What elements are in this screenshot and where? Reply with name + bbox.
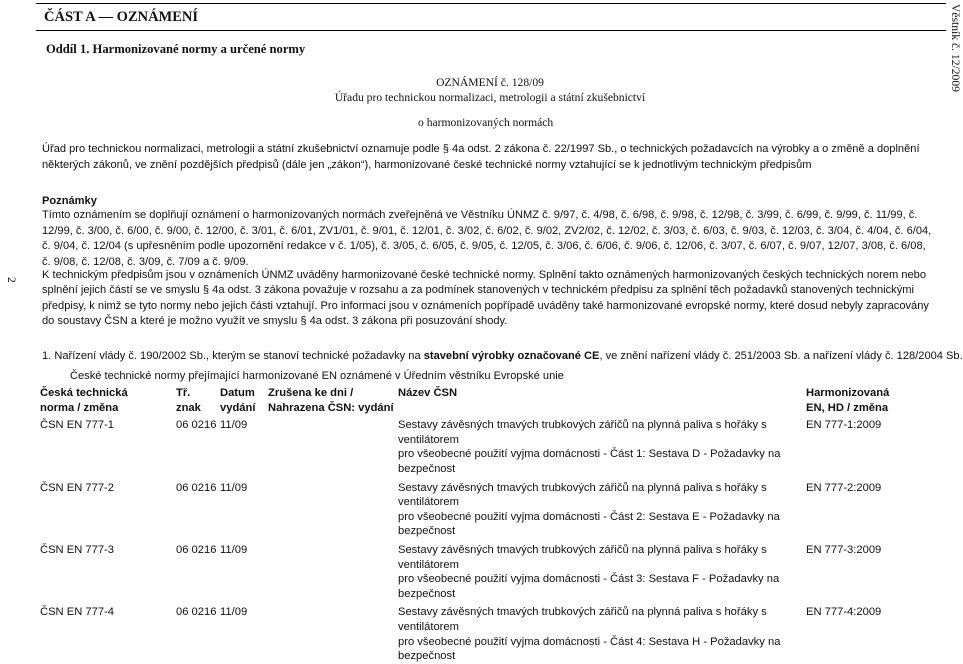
section-heading: ČÁST A — OZNÁMENÍ: [44, 9, 199, 25]
header-date: Datum vydání: [220, 387, 256, 414]
cell-class: 06 0216: [176, 419, 217, 432]
cell-cancelled: [268, 481, 398, 539]
cell-cancelled: [268, 605, 398, 663]
cell-en: EN 777-4:2009: [806, 606, 882, 619]
regulation-item-bold: stavební výrobky označované CE: [423, 350, 600, 362]
regulation-item-pre: 1. Nařízení vlády č. 190/2002 Sb., kterým se stanoví technické požadavky na: [42, 350, 424, 362]
section-rule: [36, 30, 946, 31]
cell-name: Sestavy závěsných tmavých trubkových zářičů na plynná paliva s hořáky s ventilátorem pro všeobecné použití vyjma domácnosti - Část 2: Sestava E - Požadavky na bezpečnost: [398, 481, 780, 538]
cell-norm: ČSN EN 777-2: [40, 481, 114, 494]
standards-table: [40, 386, 936, 664]
regulation-item-post: , ve znění nařízení vlády č. 251/2003 Sb. a nařízení vlády č. 128/2004 Sb.: [599, 350, 963, 362]
cell-date: 11/09: [220, 419, 248, 432]
notes-heading: Poznámky: [42, 195, 97, 207]
cell-en: EN 777-3:2009: [806, 543, 882, 556]
cell-en: EN 777-2:2009: [806, 481, 882, 494]
cell-cancelled: [268, 543, 398, 601]
table-row: [40, 418, 936, 476]
header-name: Název ČSN: [398, 387, 458, 399]
table-row: [40, 481, 936, 539]
notice-title: OZNÁMENÍ č. 128/09: [436, 76, 544, 89]
table-caption: České technické normy přejímající harmonizované EN oznámené v Úředním věstníku Evropské unie: [70, 370, 564, 382]
header-norm: Česká technická norma / změna: [40, 387, 128, 414]
top-rule: [36, 3, 946, 4]
cell-en: EN 777-1:2009: [806, 419, 882, 432]
notice-issuer: Úřadu pro technickou normalizaci, metrologii a státní zkušebnictví: [334, 91, 646, 104]
vestnik-side-label: Věstník č. 12/2009: [949, 4, 962, 92]
cell-class: 06 0216: [176, 543, 217, 556]
table-header-row: [40, 386, 936, 418]
cell-date: 11/09: [220, 543, 248, 556]
cell-date: 11/09: [220, 606, 248, 619]
intro-paragraph: Úřad pro technickou normalizaci, metrologii a státní zkušebnictví oznamuje podle § 4a odst. 2 zákona č. 22/1997 Sb., o technických požadavcích na výrobky a o změně a doplnění některých zákonů, ve znění pozdějších předpisů (dále jen „zákon“), harmonizované české technické normy vztahující se k jednotlivým technickým předpisům: [42, 143, 920, 171]
cell-class: 06 0216: [176, 606, 217, 619]
notes-paragraph-1: Tímto oznámením se doplňují oznámení o harmonizovaných normách zveřejněná ve Věstníku ÚNMZ č. 9/97, č. 4/98, č. 6/98, č. 9/98, č. 12/98, č. 3/99, č. 6/99, č. 9/99, č. 11/99, č. 12/99, č. 3/00, č. 6/00, č. 9/00, č. 12/00, č. 3/01, č. 6/01, ZV1/01, č. 9/01, č. 12/01, č. 3/02, č. 6/02, č. 9/02, ZV2/02, č. 12/02, č. 3/03, č. 6/03, č. 9/03, č. 12/03, č. 3/04, č. 4/04, č. 6/04, č. 9/04, č. 12/04 (s upřesněním podle upozornění redakce v č. 1/05), č. 3/05, č. 6/05, č. 9/05, č. 12/05, č. 3/06, č. 6/06, č. 9/06, č. 12/06, č. 3/07, č. 6/07, č. 9/07, 12/07, 3/08, č. 6/08, č. 9/08, č. 12/08, č. 3/09, č. 7/09 a č. 9/09.: [42, 209, 932, 268]
regulation-item: [42, 349, 963, 363]
cell-name: Sestavy závěsných tmavých trubkových zářičů na plynná paliva s hořáky s ventilátorem pro všeobecné použití vyjma domácnosti - Část 1: Sestava D - Požadavky na bezpečnost: [398, 419, 781, 475]
cell-date: 11/09: [220, 481, 248, 494]
header-en: Harmonizovaná EN, HD / změna: [806, 387, 890, 414]
header-class: Tř. znak: [176, 387, 201, 414]
cell-class: 06 0216: [176, 481, 217, 494]
cell-norm: ČSN EN 777-4: [40, 606, 114, 619]
table-row: [40, 543, 936, 601]
table-row: [40, 605, 936, 663]
cell-name: Sestavy závěsných tmavých trubkových zářičů na plynná paliva s hořáky s ventilátorem pro všeobecné použití vyjma domácnosti - Část 4: Sestava H - Požadavky na bezpečnost: [398, 606, 781, 663]
notice-subject: o harmonizovaných normách: [418, 116, 554, 129]
cell-cancelled: [268, 418, 398, 476]
cell-name: Sestavy závěsných tmavých trubkových zářičů na plynná paliva s hořáky s ventilátorem pro všeobecné použití vyjma domácnosti - Část 3: Sestava F - Požadavky na bezpečnost: [398, 543, 780, 600]
header-cancelled: Zrušena ke dni / Nahrazena ČSN: vydání: [268, 387, 394, 414]
page-number: 2: [5, 277, 18, 283]
cell-norm: ČSN EN 777-3: [40, 543, 114, 556]
subsection-heading: Oddíl 1. Harmonizované normy a určené normy: [46, 42, 306, 56]
cell-norm: ČSN EN 777-1: [40, 419, 114, 432]
notes-paragraph-2: K technickým předpisům jsou v oznámeních ÚNMZ uváděny harmonizované české technické normy. Splnění takto oznámených harmonizovaných českých technických norem nebo splnění jejich částí se ve smyslu § 4a odst. 3 zákona považuje v rozsahu a za podmínek stanovených v technickém předpisu za splnění těch požadavků stanovených technickými předpisy, k nimž se tyto normy nebo jejich části vztahují. Pro informaci jsou v oznámeních popřípadě uváděny také harmonizované evropské normy, které dosud nebyly zapracovány do soustavy ČSN a které je možno využít ve smyslu § 4a odst. 3 zákona při posuzování shody.: [42, 269, 929, 328]
